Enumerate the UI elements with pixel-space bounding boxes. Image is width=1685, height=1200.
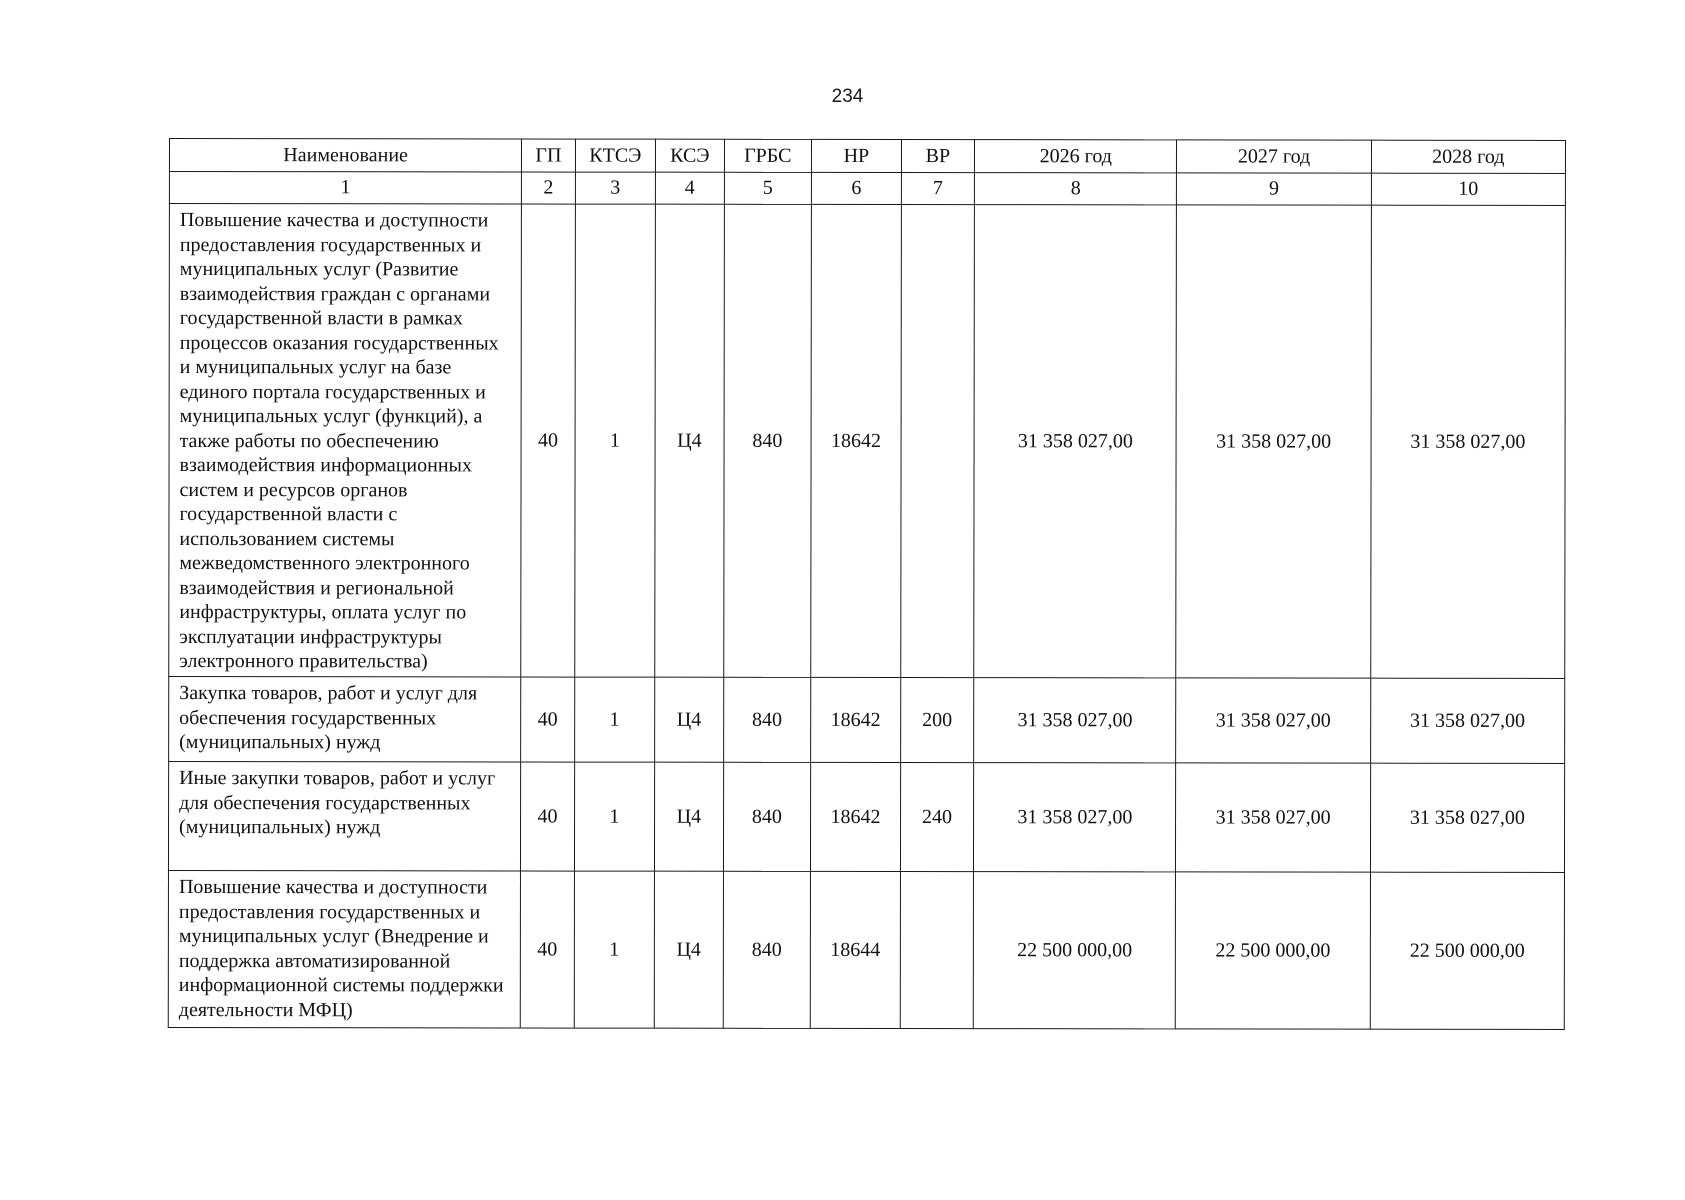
column-header: КСЭ — [656, 139, 724, 172]
grbs-cell: 840 — [723, 762, 811, 871]
column-header: 2028 год — [1371, 140, 1565, 173]
column-number: 5 — [724, 172, 812, 204]
amount-2028-cell: 31 358 027,00 — [1370, 205, 1565, 678]
ktse-cell: 1 — [574, 762, 655, 871]
gp-cell: 40 — [521, 871, 575, 1028]
table-row — [169, 204, 1566, 679]
gp-cell: 40 — [521, 677, 574, 762]
column-number: 1 — [169, 172, 521, 204]
amount-2028-cell: 31 358 027,00 — [1370, 763, 1564, 872]
column-number: 4 — [656, 172, 724, 204]
amount-2027-cell: 31 358 027,00 — [1176, 678, 1370, 763]
kse-cell: Ц4 — [655, 204, 724, 677]
row-name-cell: Закупка товаров, работ и услуг для обеспечения государственных (муниципальных) нужд — [169, 677, 521, 762]
table-row — [168, 762, 1564, 873]
kse-cell: Ц4 — [654, 871, 723, 1028]
amount-2027-cell: 31 358 027,00 — [1176, 763, 1370, 872]
nr-cell: 18642 — [811, 204, 901, 677]
column-number: 10 — [1371, 173, 1565, 205]
amount-2028-cell: 31 358 027,00 — [1370, 678, 1564, 763]
table-row — [168, 871, 1564, 1030]
column-number: 2 — [522, 172, 575, 204]
amount-2026-cell: 22 500 000,00 — [973, 872, 1176, 1029]
ktse-cell: 1 — [574, 677, 655, 762]
amount-2027-cell: 31 358 027,00 — [1176, 205, 1371, 678]
kse-cell: Ц4 — [655, 677, 724, 762]
page-number: 234 — [831, 86, 864, 107]
amount-2026-cell: 31 358 027,00 — [974, 763, 1176, 872]
column-number: 8 — [975, 173, 1177, 205]
grbs-cell: 840 — [723, 871, 811, 1028]
column-number: 9 — [1177, 173, 1371, 205]
amount-2026-cell: 31 358 027,00 — [974, 678, 1176, 763]
ktse-cell: 1 — [574, 871, 655, 1028]
vr-cell — [900, 205, 974, 678]
grbs-cell: 840 — [723, 677, 811, 762]
nr-cell: 18642 — [811, 762, 901, 871]
column-header: ГРБС — [724, 139, 812, 172]
column-header: Наименование — [169, 139, 521, 172]
nr-cell: 18644 — [810, 871, 900, 1028]
gp-cell: 40 — [521, 204, 575, 677]
grbs-cell: 840 — [723, 204, 811, 677]
amount-2026-cell: 31 358 027,00 — [974, 205, 1177, 678]
column-header: ВР — [901, 140, 975, 173]
nr-cell: 18642 — [811, 677, 901, 762]
column-header: 2026 год — [975, 140, 1177, 173]
column-header: 2027 год — [1177, 140, 1371, 173]
ktse-cell: 1 — [574, 204, 655, 677]
row-name-cell: Иные закупки товаров, работ и услуг для обеспечения государственных (муниципальных) нужд — [168, 762, 520, 871]
column-header: НР — [812, 139, 902, 172]
header-row — [169, 139, 1565, 174]
table-row — [169, 677, 1565, 764]
column-header: КТСЭ — [575, 139, 656, 172]
gp-cell: 40 — [521, 762, 574, 871]
column-number: 3 — [575, 172, 656, 204]
amount-2027-cell: 22 500 000,00 — [1176, 872, 1370, 1029]
column-number: 7 — [901, 173, 975, 205]
vr-cell — [900, 872, 974, 1029]
column-number: 6 — [812, 172, 902, 204]
column-number-row — [169, 172, 1565, 206]
row-name-cell: Повышение качества и доступности предоставления государственных и муниципальных услуг (Внедрение и поддержка автоматизированной информационной системы поддержки деятельности МФЦ) — [168, 871, 520, 1028]
vr-cell: 240 — [900, 763, 974, 872]
kse-cell: Ц4 — [655, 762, 724, 871]
budget-table — [168, 138, 1566, 1030]
column-header: ГП — [522, 139, 575, 172]
row-name-cell: Повышение качества и доступности предоставления государственных и муниципальных услуг (Развитие взаимодействия граждан с органами государственной власти в рамках процессов оказания государственных и муниципальных услуг на базе единого портала государственных и муниципальных услуг (функций), а также работы по обеспечению взаимодействия информационных систем и ресурсов органов государственной власти с использованием системы межведомственного электронного взаимодействия и региональной инфраструктуры, оплата услуг по эксплуатации инфраструктуры электронного правительства) — [169, 204, 522, 677]
vr-cell: 200 — [900, 678, 974, 763]
amount-2028-cell: 22 500 000,00 — [1370, 872, 1565, 1029]
